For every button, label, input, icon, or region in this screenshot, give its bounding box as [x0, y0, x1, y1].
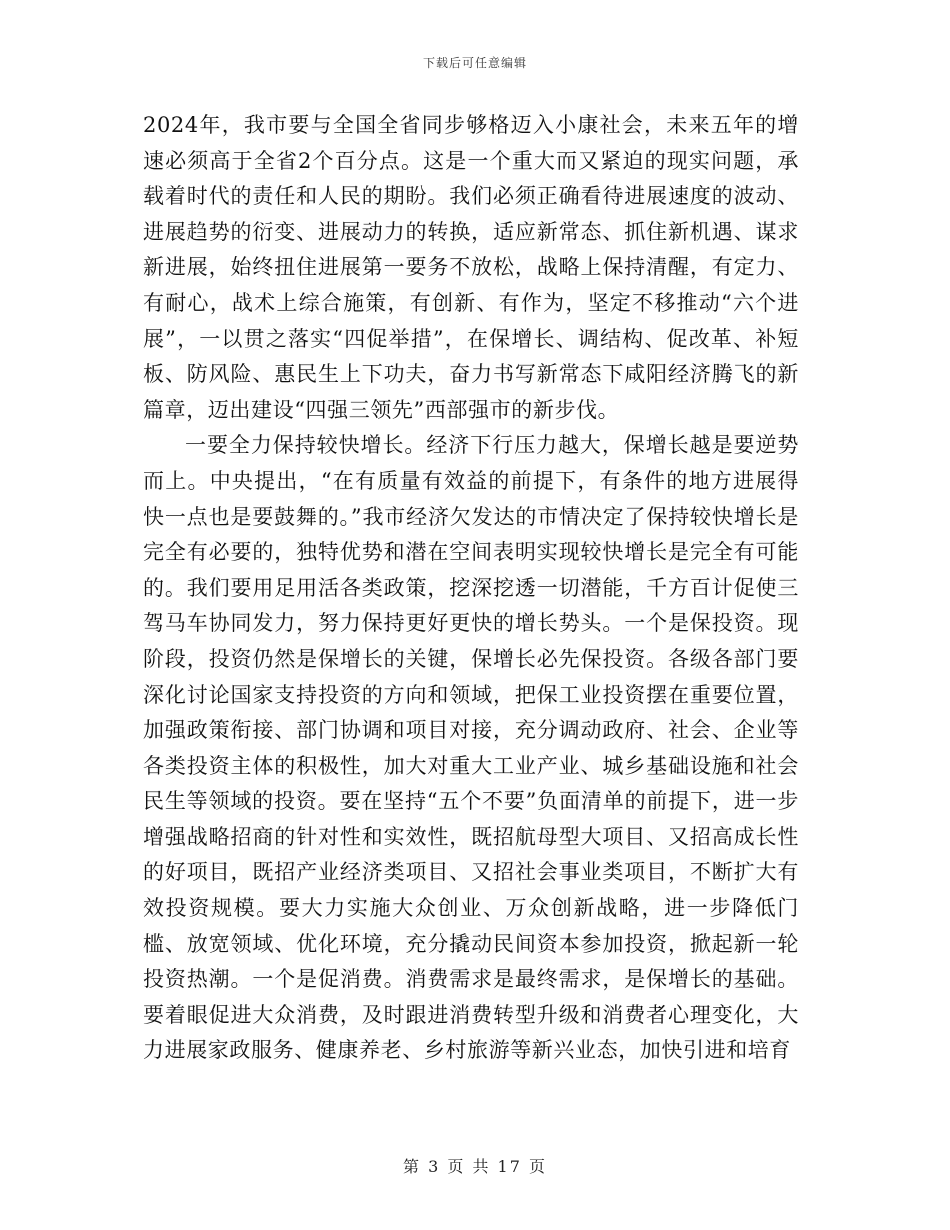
page-number-footer: 第 3 页 共 17 页 — [403, 1157, 547, 1176]
paragraph-1: 2024年，我市要与全国全省同步够格迈入小康社会，未来五年的增速必须高于全省2个百分点。这是一个重大而又紧迫的现实问题，承载着时代的责任和人民的期盼。我们必须正确看待进展速度的波动、进展趋势的衍变、进展动力的转换，适应新常态、抓住新机遇、谋求新进展，始终扭住进展第一要务不放松，战略上保持清醒，有定力、有耐心，战术上综合施策，有创新、有作为，坚定不移推动“六个进展”，一以贯之落实“四促举措”，在保增长、调结构、促改革、补短板、防风险、惠民生上下功夫，奋力书写新常态下咸阳经济腾飞的新篇章，迈出建设“四强三领先”西部强市的新步伐。 — [143, 113, 799, 422]
paragraph-2: 一要全力保持较快增长。经济下行压力越大，保增长越是要逆势而上。中央提出，“在有质量有效益的前提下，有条件的地方进展得快一点也是要鼓舞的。”我市经济欠发达的市情决定了保持较快增长是完全有必要的，独特优势和潜在空间表明实现较快增长是完全有可能的。我们要用足用活各类政策，挖深挖透一切潜能，千方百计促使三驾马车协同发力，努力保持更好更快的增长势头。一个是保投资。现阶段，投资仍然是保增长的关键，保增长必先保投资。各级各部门要深化讨论国家支持投资的方向和领域，把保工业投资摆在重要位置，加强政策衔接、部门协调和项目对接，充分调动政府、社会、企业等各类投资主体的积极性，加大对重大工业产业、城乡基础设施和社会民生等领域的投资。要在坚持“五个不要”负面清单的前提下，进一步增强战略招商的针对性和实效性，既招航母型大项目、又招高成长性的好项目，既招产业经济类项目、又招社会事业类项目，不断扩大有效投资规模。要大力实施大众创业、万众创新战略，进一步降低门槛、放宽领域、优化环境，充分撬动民间资本参加投资，掀起新一轮投资热潮。一个是促消费。消费需求是最终需求，是保增长的基础。要着眼促进大众消费，及时跟进消费转型升级和消费者心理变化，大力进展家政服务、健康养老、乡村旅游等新兴业态，加快引进和培育 — [143, 433, 799, 1063]
document-body — [143, 108, 799, 1069]
page-header: 下载后可任意编辑 — [422, 56, 527, 70]
